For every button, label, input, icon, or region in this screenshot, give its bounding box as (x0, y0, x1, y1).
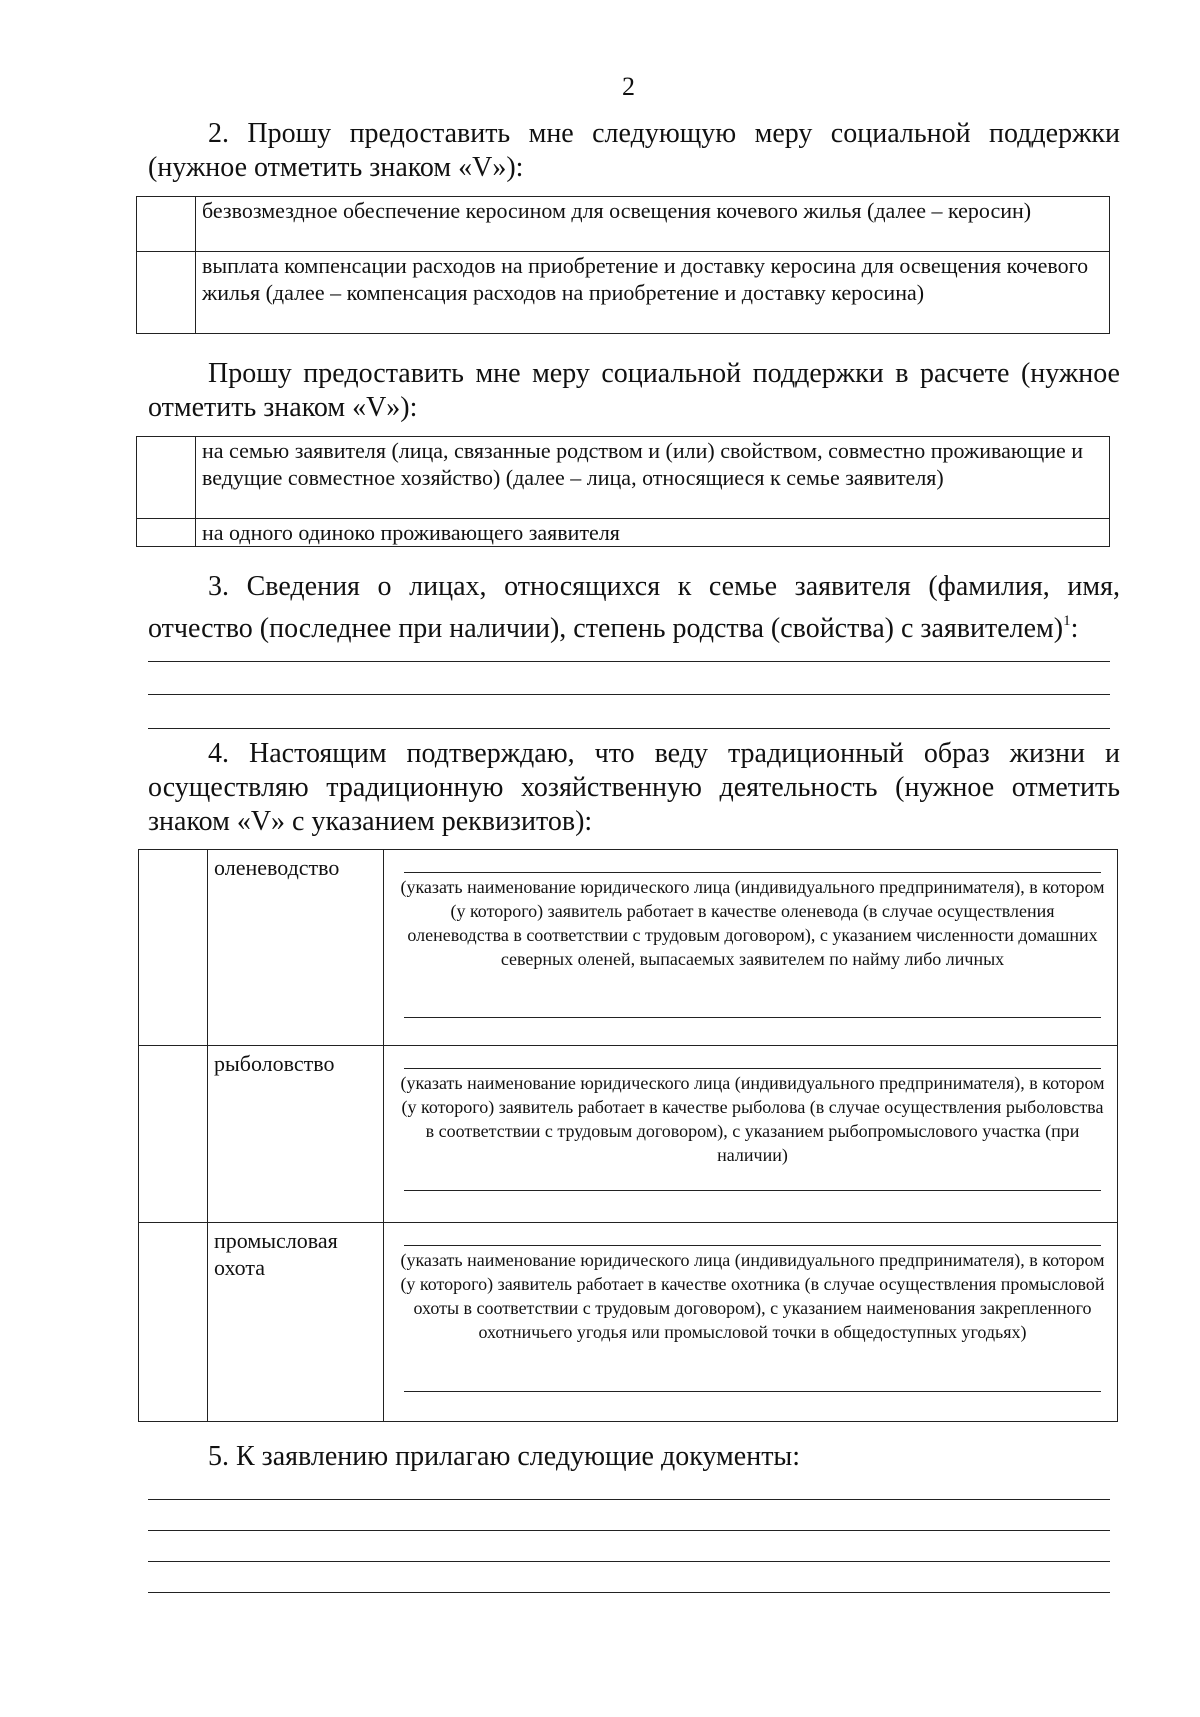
section-5-text: 5. К заявлению прилагаю следующие документы: (208, 1441, 801, 1472)
support-option-row (137, 197, 1110, 252)
kerosene-checkbox[interactable] (137, 197, 196, 252)
details-line[interactable] (404, 1017, 1101, 1018)
section-2-intro: 2. Прошу предоставить мне следующую меру социальной поддержки (нужное отметить знаком «V»): (148, 118, 1120, 183)
support-option-kerosene: безвозмездное обеспечение керосином для освещения кочевого жилья (далее – керосин) (196, 197, 1110, 252)
details-line[interactable] (404, 872, 1101, 873)
activity-details (384, 1223, 1118, 1422)
footnote-mark: 1 (1063, 613, 1071, 629)
fishing-checkbox[interactable] (139, 1046, 208, 1223)
calc-option-family: на семью заявителя (лица, связанные родством и (или) свойством, совместно проживающие и ведущие совместное хозяйство) (далее – лица, относящиеся к семье заявителя) (196, 437, 1110, 519)
activity-details (384, 850, 1118, 1046)
details-line[interactable] (404, 1190, 1101, 1191)
details-line[interactable] (404, 1245, 1101, 1246)
documents-line[interactable] (148, 1530, 1110, 1531)
details-hint: (указать наименование юридического лица (индивидуального предпринимателя), в котором (у которого) заявитель работает в качестве охотника (в случае осуществления промысловой охоты в соответствии с трудовым договором), с указанием наименования закрепленного охотничьего угодья или промысловой точки в общедоступных угодьях) (400, 1250, 1105, 1342)
section-3-body: 3. Сведения о лицах, относящихся к семье заявителя (фамилия, имя, отчество (последнее при наличии), степень родства (свойства) с заявителем) (148, 571, 1120, 644)
section-3-suffix: : (1070, 613, 1079, 644)
documents-line[interactable] (148, 1561, 1110, 1562)
family-info-line[interactable] (148, 728, 1110, 729)
activity-details (384, 1046, 1118, 1223)
documents-line[interactable] (148, 1592, 1110, 1593)
activity-row (139, 850, 1118, 1046)
calc-option-single: на одного одиноко проживающего заявителя (196, 519, 1110, 547)
single-checkbox[interactable] (137, 519, 196, 547)
compensation-checkbox[interactable] (137, 252, 196, 334)
activity-row (139, 1223, 1118, 1422)
family-info-line[interactable] (148, 661, 1110, 662)
hunting-checkbox[interactable] (139, 1223, 208, 1422)
support-option-row (137, 252, 1110, 334)
calculation-intro: Прошу предоставить мне меру социальной поддержки в расчете (нужное отметить знаком «V»): (148, 358, 1120, 423)
activity-name: оленеводство (208, 850, 384, 1046)
section-3-text (148, 570, 1120, 646)
activity-table (138, 849, 1118, 1422)
reindeer-checkbox[interactable] (139, 850, 208, 1046)
family-info-line[interactable] (148, 694, 1110, 695)
details-hint: (указать наименование юридического лица (индивидуального предпринимателя), в котором (у которого) заявитель работает в качестве оленевода (в случае осуществления оленеводства в соответствии с трудовым договором), с указанием численности домашних северных оленей, выпасаемых заявителем по найму либо личных (400, 877, 1105, 969)
activity-row (139, 1046, 1118, 1223)
page-number: 2 (622, 72, 635, 101)
family-checkbox[interactable] (137, 437, 196, 519)
support-option-compensation: выплата компенсации расходов на приобретение и доставку керосина для освещения кочевого жилья (далее – компенсация расходов на приобретение и доставку керосина) (196, 252, 1110, 334)
details-hint: (указать наименование юридического лица (индивидуального предпринимателя), в котором (у которого) заявитель работает в качестве рыболова (в случае осуществления рыболовства в соответствии с трудовым договором), с указанием рыбопромыслового участка (при наличии) (400, 1073, 1105, 1165)
calc-option-row (137, 519, 1110, 547)
details-line[interactable] (404, 1391, 1101, 1392)
details-line[interactable] (404, 1068, 1101, 1069)
documents-line[interactable] (148, 1499, 1110, 1500)
activity-name: рыболовство (208, 1046, 384, 1223)
calculation-table (136, 436, 1110, 547)
support-measure-table (136, 196, 1110, 334)
calc-option-row (137, 437, 1110, 519)
activity-name: промысловая охота (208, 1223, 384, 1422)
section-4-intro: 4. Настоящим подтверждаю, что веду традиционный образ жизни и осуществляю традиционную хозяйственную деятельность (нужное отметить знаком «V» с указанием реквизитов): (148, 738, 1120, 837)
